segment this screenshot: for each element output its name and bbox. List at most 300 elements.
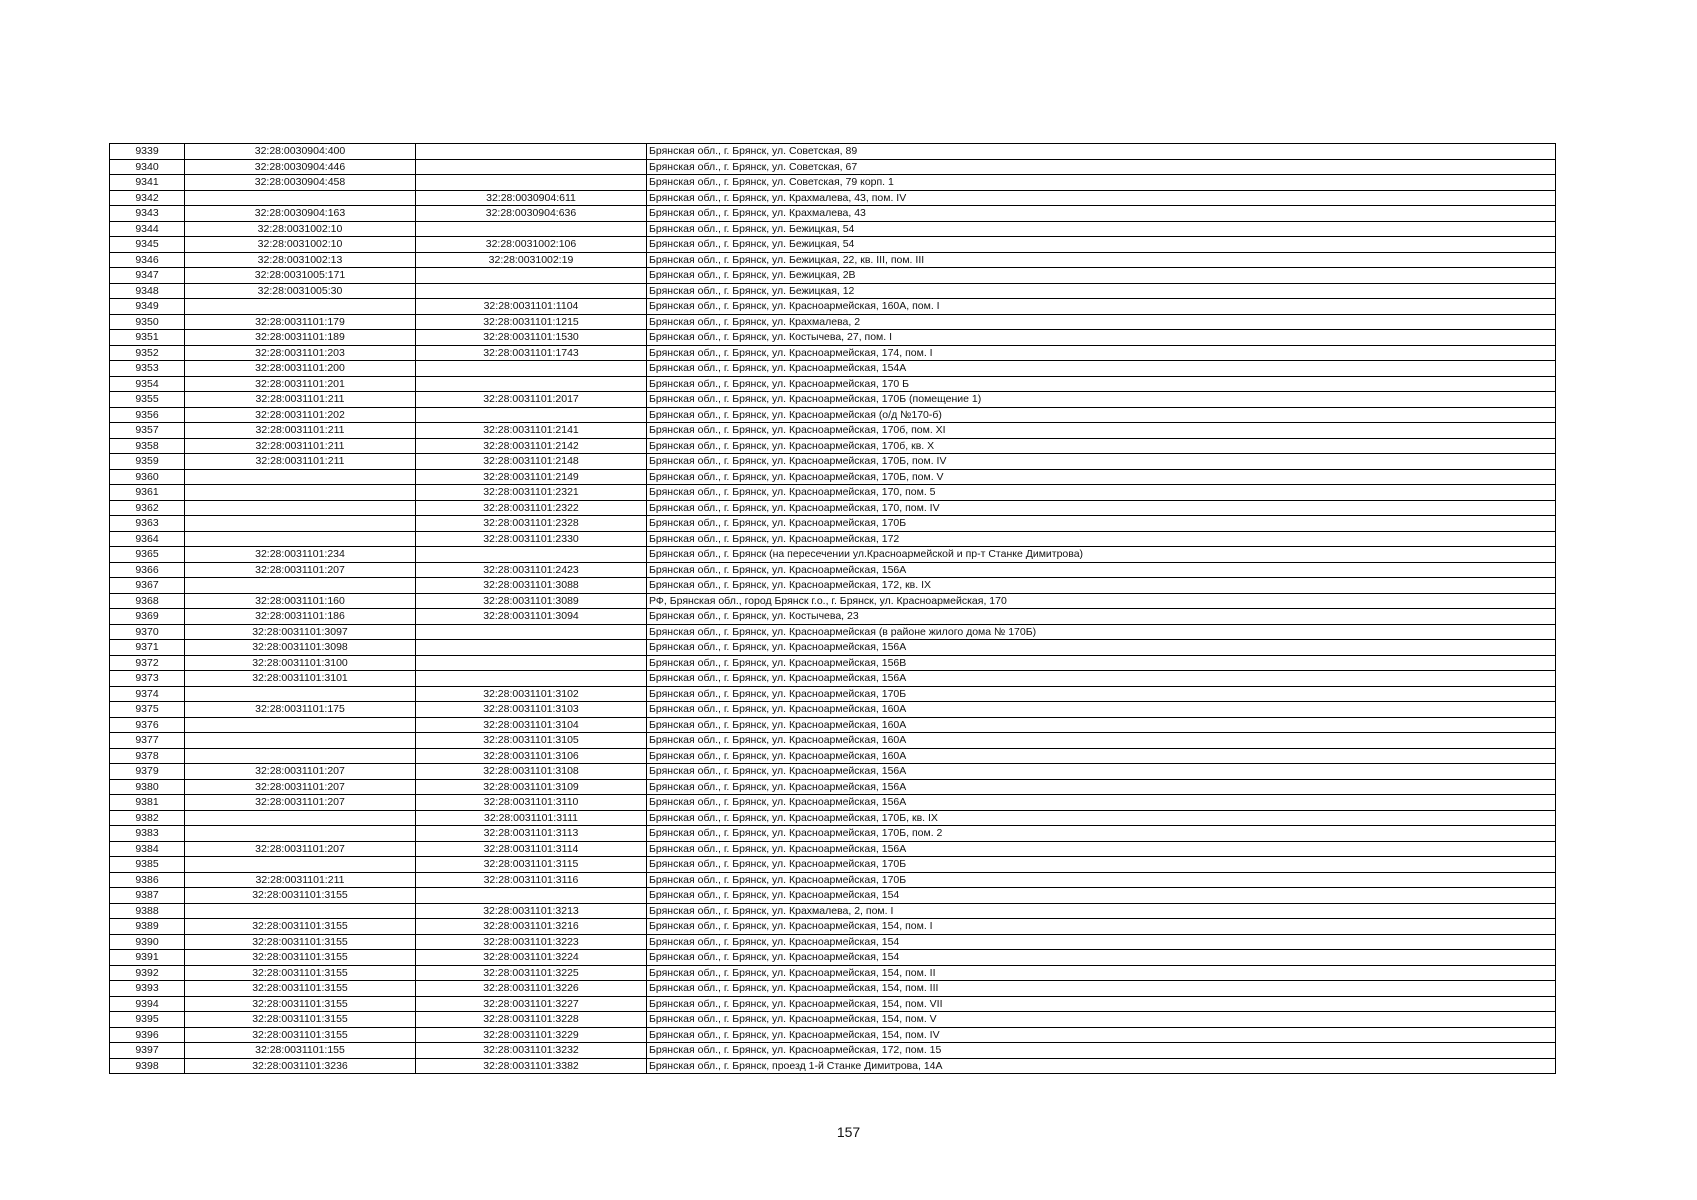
address-cell: Брянская обл., г. Брянск, ул. Красноармейская, 160А xyxy=(647,717,1556,733)
row-number-cell: 9393 xyxy=(110,981,185,997)
row-number-cell: 9387 xyxy=(110,888,185,904)
object-cadastral-number-cell: 32:28:0031101:3116 xyxy=(416,872,647,888)
land-cadastral-number-cell: 32:28:0031101:211 xyxy=(185,423,416,439)
land-cadastral-number-cell: 32:28:0031005:30 xyxy=(185,283,416,299)
row-number-cell: 9364 xyxy=(110,531,185,547)
land-cadastral-number-cell: 32:28:0031101:3100 xyxy=(185,655,416,671)
object-cadastral-number-cell xyxy=(416,655,647,671)
land-cadastral-number-cell: 32:28:0031101:189 xyxy=(185,330,416,346)
object-cadastral-number-cell: 32:28:0031101:3106 xyxy=(416,748,647,764)
row-number-cell: 9346 xyxy=(110,252,185,268)
table-row xyxy=(110,485,1556,501)
address-cell: Брянская обл., г. Брянск, ул. Красноармейская, 170б, пом. XI xyxy=(647,423,1556,439)
address-cell: Брянская обл., г. Брянск, ул. Красноармейская, 156А xyxy=(647,764,1556,780)
table-row xyxy=(110,314,1556,330)
land-cadastral-number-cell xyxy=(185,810,416,826)
address-cell: Брянская обл., г. Брянск, ул. Костычева, 27, пом. I xyxy=(647,330,1556,346)
table-row xyxy=(110,857,1556,873)
land-cadastral-number-cell: 32:28:0031101:207 xyxy=(185,562,416,578)
address-cell: Брянская обл., г. Брянск, ул. Красноармейская, 170Б xyxy=(647,686,1556,702)
land-cadastral-number-cell: 32:28:0031101:3155 xyxy=(185,996,416,1012)
table-row xyxy=(110,407,1556,423)
row-number-cell: 9378 xyxy=(110,748,185,764)
table-row xyxy=(110,423,1556,439)
land-cadastral-number-cell xyxy=(185,733,416,749)
table-row xyxy=(110,206,1556,222)
object-cadastral-number-cell: 32:28:0031101:3114 xyxy=(416,841,647,857)
land-cadastral-number-cell xyxy=(185,857,416,873)
address-cell: Брянская обл., г. Брянск, ул. Бежицкая, 2В xyxy=(647,268,1556,284)
object-cadastral-number-cell: 32:28:0031101:3228 xyxy=(416,1012,647,1028)
object-cadastral-number-cell: 32:28:0031101:2328 xyxy=(416,516,647,532)
land-cadastral-number-cell: 32:28:0031101:3155 xyxy=(185,1012,416,1028)
address-cell: Брянская обл., г. Брянск, ул. Советская, 67 xyxy=(647,159,1556,175)
object-cadastral-number-cell: 32:28:0031101:3226 xyxy=(416,981,647,997)
address-cell: Брянская обл., г. Брянск, ул. Красноармейская, 170Б xyxy=(647,857,1556,873)
row-number-cell: 9361 xyxy=(110,485,185,501)
row-number-cell: 9379 xyxy=(110,764,185,780)
address-cell: Брянская обл., г. Брянск, ул. Красноармейская, 156А xyxy=(647,640,1556,656)
row-number-cell: 9374 xyxy=(110,686,185,702)
row-number-cell: 9383 xyxy=(110,826,185,842)
object-cadastral-number-cell xyxy=(416,407,647,423)
object-cadastral-number-cell: 32:28:0031101:2142 xyxy=(416,438,647,454)
table-row xyxy=(110,686,1556,702)
table-row xyxy=(110,934,1556,950)
object-cadastral-number-cell: 32:28:0031101:3110 xyxy=(416,795,647,811)
table-row xyxy=(110,779,1556,795)
row-number-cell: 9349 xyxy=(110,299,185,315)
object-cadastral-number-cell: 32:28:0031101:2141 xyxy=(416,423,647,439)
object-cadastral-number-cell: 32:28:0031101:3213 xyxy=(416,903,647,919)
row-number-cell: 9344 xyxy=(110,221,185,237)
address-cell: Брянская обл., г. Брянск, ул. Красноармейская, 154, пом. I xyxy=(647,919,1556,935)
address-cell: Брянская обл., г. Брянск, ул. Красноармейская, 170Б, пом. V xyxy=(647,469,1556,485)
row-number-cell: 9392 xyxy=(110,965,185,981)
object-cadastral-number-cell: 32:28:0031101:2330 xyxy=(416,531,647,547)
table-row xyxy=(110,733,1556,749)
land-cadastral-number-cell: 32:28:0031101:3101 xyxy=(185,671,416,687)
object-cadastral-number-cell: 32:28:0031101:2321 xyxy=(416,485,647,501)
land-cadastral-number-cell: 32:28:0031101:207 xyxy=(185,795,416,811)
object-cadastral-number-cell xyxy=(416,159,647,175)
address-cell: Брянская обл., г. Брянск, ул. Бежицкая, 54 xyxy=(647,221,1556,237)
object-cadastral-number-cell: 32:28:0031101:2148 xyxy=(416,454,647,470)
address-cell: Брянская обл., г. Брянск, ул. Красноармейская, 170Б, пом. 2 xyxy=(647,826,1556,842)
land-cadastral-number-cell: 32:28:0031101:207 xyxy=(185,764,416,780)
object-cadastral-number-cell: 32:28:0030904:636 xyxy=(416,206,647,222)
object-cadastral-number-cell: 32:28:0031101:2423 xyxy=(416,562,647,578)
address-cell: Брянская обл., г. Брянск, ул. Красноармейская, 172, кв. IX xyxy=(647,578,1556,594)
object-cadastral-number-cell: 32:28:0031101:2149 xyxy=(416,469,647,485)
land-cadastral-number-cell: 32:28:0031101:3155 xyxy=(185,934,416,950)
address-cell: Брянская обл., г. Брянск, ул. Красноармейская, 170Б xyxy=(647,516,1556,532)
land-cadastral-number-cell xyxy=(185,190,416,206)
object-cadastral-number-cell xyxy=(416,268,647,284)
land-cadastral-number-cell: 32:28:0031101:175 xyxy=(185,702,416,718)
land-cadastral-number-cell xyxy=(185,748,416,764)
land-cadastral-number-cell: 32:28:0031101:186 xyxy=(185,609,416,625)
address-cell: Брянская обл., г. Брянск, ул. Красноармейская, 154, пом. III xyxy=(647,981,1556,997)
table-row xyxy=(110,190,1556,206)
row-number-cell: 9375 xyxy=(110,702,185,718)
table-row xyxy=(110,1058,1556,1074)
object-cadastral-number-cell: 32:28:0031101:1215 xyxy=(416,314,647,330)
register-table xyxy=(109,143,1556,1074)
row-number-cell: 9341 xyxy=(110,175,185,191)
row-number-cell: 9343 xyxy=(110,206,185,222)
land-cadastral-number-cell: 32:28:0031101:3155 xyxy=(185,981,416,997)
land-cadastral-number-cell xyxy=(185,500,416,516)
address-cell: Брянская обл., г. Брянск, ул. Красноармейская, 170, пом. IV xyxy=(647,500,1556,516)
address-cell: Брянская обл., г. Брянск, ул. Красноармейская, 154 xyxy=(647,888,1556,904)
row-number-cell: 9358 xyxy=(110,438,185,454)
table-row xyxy=(110,888,1556,904)
row-number-cell: 9390 xyxy=(110,934,185,950)
table-row xyxy=(110,903,1556,919)
row-number-cell: 9396 xyxy=(110,1027,185,1043)
address-cell: Брянская обл., г. Брянск, ул. Красноармейская, 170Б, пом. IV xyxy=(647,454,1556,470)
object-cadastral-number-cell xyxy=(416,888,647,904)
land-cadastral-number-cell: 32:28:0031101:160 xyxy=(185,593,416,609)
table-row xyxy=(110,764,1556,780)
table-row xyxy=(110,702,1556,718)
land-cadastral-number-cell: 32:28:0031101:207 xyxy=(185,779,416,795)
table-row xyxy=(110,159,1556,175)
address-cell: Брянская обл., г. Брянск, ул. Бежицкая, 22, кв. III, пом. III xyxy=(647,252,1556,268)
row-number-cell: 9397 xyxy=(110,1043,185,1059)
row-number-cell: 9376 xyxy=(110,717,185,733)
row-number-cell: 9339 xyxy=(110,144,185,160)
row-number-cell: 9356 xyxy=(110,407,185,423)
row-number-cell: 9340 xyxy=(110,159,185,175)
land-cadastral-number-cell: 32:28:0031101:202 xyxy=(185,407,416,423)
land-cadastral-number-cell: 32:28:0031101:211 xyxy=(185,392,416,408)
address-cell: Брянская обл., г. Брянск, ул. Красноармейская, 154, пом. II xyxy=(647,965,1556,981)
object-cadastral-number-cell: 32:28:0031101:3111 xyxy=(416,810,647,826)
land-cadastral-number-cell: 32:28:0031101:3236 xyxy=(185,1058,416,1074)
land-cadastral-number-cell: 32:28:0031101:201 xyxy=(185,376,416,392)
object-cadastral-number-cell: 32:28:0031101:3108 xyxy=(416,764,647,780)
table-row xyxy=(110,1043,1556,1059)
land-cadastral-number-cell: 32:28:0031101:3155 xyxy=(185,950,416,966)
object-cadastral-number-cell: 32:28:0031101:3094 xyxy=(416,609,647,625)
address-cell: Брянская обл., г. Брянск, ул. Красноармейская, 170Б (помещение 1) xyxy=(647,392,1556,408)
table-row xyxy=(110,500,1556,516)
row-number-cell: 9351 xyxy=(110,330,185,346)
land-cadastral-number-cell xyxy=(185,485,416,501)
table-row xyxy=(110,175,1556,191)
row-number-cell: 9357 xyxy=(110,423,185,439)
land-cadastral-number-cell: 32:28:0031101:155 xyxy=(185,1043,416,1059)
row-number-cell: 9366 xyxy=(110,562,185,578)
land-cadastral-number-cell: 32:28:0031101:234 xyxy=(185,547,416,563)
row-number-cell: 9365 xyxy=(110,547,185,563)
page-number: 157 xyxy=(836,1124,861,1140)
row-number-cell: 9372 xyxy=(110,655,185,671)
address-cell: Брянская обл., г. Брянск, ул. Красноармейская, 174, пом. I xyxy=(647,345,1556,361)
object-cadastral-number-cell: 32:28:0031101:3223 xyxy=(416,934,647,950)
land-cadastral-number-cell: 32:28:0030904:400 xyxy=(185,144,416,160)
land-cadastral-number-cell: 32:28:0031101:207 xyxy=(185,841,416,857)
address-cell: Брянская обл., г. Брянск, ул. Красноармейская, 156А xyxy=(647,779,1556,795)
row-number-cell: 9381 xyxy=(110,795,185,811)
table-row xyxy=(110,872,1556,888)
table-row xyxy=(110,795,1556,811)
object-cadastral-number-cell: 32:28:0031101:3232 xyxy=(416,1043,647,1059)
table-row xyxy=(110,469,1556,485)
address-cell: Брянская обл., г. Брянск, ул. Крахмалева, 43 xyxy=(647,206,1556,222)
table-row xyxy=(110,345,1556,361)
row-number-cell: 9384 xyxy=(110,841,185,857)
table-row xyxy=(110,748,1556,764)
address-cell: Брянская обл., г. Брянск, ул. Красноармейская (о/д №170-б) xyxy=(647,407,1556,423)
table-row xyxy=(110,392,1556,408)
table-row xyxy=(110,981,1556,997)
object-cadastral-number-cell: 32:28:0031101:3225 xyxy=(416,965,647,981)
object-cadastral-number-cell: 32:28:0031101:2017 xyxy=(416,392,647,408)
object-cadastral-number-cell xyxy=(416,283,647,299)
row-number-cell: 9348 xyxy=(110,283,185,299)
row-number-cell: 9353 xyxy=(110,361,185,377)
land-cadastral-number-cell: 32:28:0031101:3098 xyxy=(185,640,416,656)
row-number-cell: 9342 xyxy=(110,190,185,206)
address-cell: Брянская обл., г. Брянск, ул. Красноармейская, 170Б, кв. IX xyxy=(647,810,1556,826)
row-number-cell: 9369 xyxy=(110,609,185,625)
object-cadastral-number-cell: 32:28:0031101:3224 xyxy=(416,950,647,966)
land-cadastral-number-cell xyxy=(185,531,416,547)
land-cadastral-number-cell xyxy=(185,903,416,919)
row-number-cell: 9345 xyxy=(110,237,185,253)
object-cadastral-number-cell: 32:28:0031101:3382 xyxy=(416,1058,647,1074)
address-cell: Брянская обл., г. Брянск, ул. Бежицкая, 12 xyxy=(647,283,1556,299)
land-cadastral-number-cell: 32:28:0031101:3155 xyxy=(185,919,416,935)
row-number-cell: 9347 xyxy=(110,268,185,284)
register-table-body xyxy=(110,144,1556,1074)
table-row xyxy=(110,361,1556,377)
table-row xyxy=(110,1027,1556,1043)
row-number-cell: 9352 xyxy=(110,345,185,361)
table-row xyxy=(110,283,1556,299)
row-number-cell: 9355 xyxy=(110,392,185,408)
address-cell: Брянская обл., г. Брянск, ул. Красноармейская, 156В xyxy=(647,655,1556,671)
land-cadastral-number-cell: 32:28:0031101:3155 xyxy=(185,888,416,904)
address-cell: Брянская обл., г. Брянск, ул. Красноармейская, 160А, пом. I xyxy=(647,299,1556,315)
address-cell: Брянская обл., г. Брянск, ул. Советская, 79 корп. 1 xyxy=(647,175,1556,191)
row-number-cell: 9382 xyxy=(110,810,185,826)
table-row xyxy=(110,1012,1556,1028)
table-row xyxy=(110,609,1556,625)
address-cell: Брянская обл., г. Брянск (на пересечении ул.Красноармейской и пр-т Станке Димитрова) xyxy=(647,547,1556,563)
table-row xyxy=(110,516,1556,532)
land-cadastral-number-cell xyxy=(185,686,416,702)
table-row xyxy=(110,640,1556,656)
address-cell: Брянская обл., г. Брянск, ул. Красноармейская, 170Б xyxy=(647,872,1556,888)
address-cell: Брянская обл., г. Брянск, ул. Бежицкая, 54 xyxy=(647,237,1556,253)
land-cadastral-number-cell xyxy=(185,516,416,532)
row-number-cell: 9371 xyxy=(110,640,185,656)
object-cadastral-number-cell xyxy=(416,361,647,377)
object-cadastral-number-cell: 32:28:0031101:3102 xyxy=(416,686,647,702)
row-number-cell: 9354 xyxy=(110,376,185,392)
row-number-cell: 9362 xyxy=(110,500,185,516)
address-cell: Брянская обл., г. Брянск, ул. Красноармейская, 156А xyxy=(647,795,1556,811)
table-row xyxy=(110,562,1556,578)
object-cadastral-number-cell: 32:28:0031101:1530 xyxy=(416,330,647,346)
object-cadastral-number-cell: 32:28:0031101:3103 xyxy=(416,702,647,718)
table-row xyxy=(110,578,1556,594)
land-cadastral-number-cell: 32:28:0031101:211 xyxy=(185,872,416,888)
object-cadastral-number-cell: 32:28:0031101:3089 xyxy=(416,593,647,609)
address-cell: Брянская обл., г. Брянск, ул. Советская, 89 xyxy=(647,144,1556,160)
table-row xyxy=(110,717,1556,733)
table-row xyxy=(110,841,1556,857)
table-row xyxy=(110,655,1556,671)
row-number-cell: 9388 xyxy=(110,903,185,919)
row-number-cell: 9389 xyxy=(110,919,185,935)
row-number-cell: 9359 xyxy=(110,454,185,470)
table-row xyxy=(110,438,1556,454)
table-row xyxy=(110,810,1556,826)
object-cadastral-number-cell: 32:28:0030904:611 xyxy=(416,190,647,206)
address-cell: Брянская обл., г. Брянск, ул. Красноармейская, 156А xyxy=(647,671,1556,687)
address-cell: Брянская обл., г. Брянск, ул. Красноармейская, 170 Б xyxy=(647,376,1556,392)
land-cadastral-number-cell: 32:28:0031005:171 xyxy=(185,268,416,284)
land-cadastral-number-cell: 32:28:0031101:3155 xyxy=(185,965,416,981)
address-cell: Брянская обл., г. Брянск, ул. Красноармейская, 160А xyxy=(647,748,1556,764)
land-cadastral-number-cell: 32:28:0030904:446 xyxy=(185,159,416,175)
address-cell: РФ, Брянская обл., город Брянск г.о., г. Брянск, ул. Красноармейская, 170 xyxy=(647,593,1556,609)
address-cell: Брянская обл., г. Брянск, ул. Красноармейская, 154 xyxy=(647,950,1556,966)
land-cadastral-number-cell: 32:28:0030904:163 xyxy=(185,206,416,222)
table-row xyxy=(110,454,1556,470)
table-row xyxy=(110,950,1556,966)
table-row xyxy=(110,531,1556,547)
object-cadastral-number-cell: 32:28:0031002:19 xyxy=(416,252,647,268)
row-number-cell: 9394 xyxy=(110,996,185,1012)
row-number-cell: 9391 xyxy=(110,950,185,966)
table-row xyxy=(110,330,1556,346)
table-row xyxy=(110,965,1556,981)
table-row xyxy=(110,252,1556,268)
land-cadastral-number-cell: 32:28:0031101:211 xyxy=(185,454,416,470)
row-number-cell: 9386 xyxy=(110,872,185,888)
address-cell: Брянская обл., г. Брянск, ул. Крахмалева, 2, пом. I xyxy=(647,903,1556,919)
row-number-cell: 9395 xyxy=(110,1012,185,1028)
object-cadastral-number-cell: 32:28:0031101:3105 xyxy=(416,733,647,749)
object-cadastral-number-cell xyxy=(416,547,647,563)
row-number-cell: 9360 xyxy=(110,469,185,485)
table-row xyxy=(110,268,1556,284)
address-cell: Брянская обл., г. Брянск, ул. Красноармейская, 170б, кв. X xyxy=(647,438,1556,454)
object-cadastral-number-cell: 32:28:0031101:3229 xyxy=(416,1027,647,1043)
row-number-cell: 9385 xyxy=(110,857,185,873)
row-number-cell: 9377 xyxy=(110,733,185,749)
table-row xyxy=(110,593,1556,609)
table-row xyxy=(110,221,1556,237)
land-cadastral-number-cell xyxy=(185,826,416,842)
row-number-cell: 9370 xyxy=(110,624,185,640)
object-cadastral-number-cell: 32:28:0031101:3115 xyxy=(416,857,647,873)
address-cell: Брянская обл., г. Брянск, ул. Красноармейская, 156А xyxy=(647,841,1556,857)
row-number-cell: 9350 xyxy=(110,314,185,330)
row-number-cell: 9380 xyxy=(110,779,185,795)
land-cadastral-number-cell: 32:28:0031101:3155 xyxy=(185,1027,416,1043)
land-cadastral-number-cell: 32:28:0031101:200 xyxy=(185,361,416,377)
object-cadastral-number-cell: 32:28:0031002:106 xyxy=(416,237,647,253)
object-cadastral-number-cell: 32:28:0031101:3216 xyxy=(416,919,647,935)
table-row xyxy=(110,547,1556,563)
land-cadastral-number-cell: 32:28:0031002:10 xyxy=(185,237,416,253)
address-cell: Брянская обл., г. Брянск, ул. Крахмалева, 2 xyxy=(647,314,1556,330)
object-cadastral-number-cell: 32:28:0031101:3227 xyxy=(416,996,647,1012)
object-cadastral-number-cell xyxy=(416,671,647,687)
land-cadastral-number-cell xyxy=(185,299,416,315)
table-row xyxy=(110,376,1556,392)
object-cadastral-number-cell xyxy=(416,640,647,656)
land-cadastral-number-cell: 32:28:0031002:10 xyxy=(185,221,416,237)
object-cadastral-number-cell: 32:28:0031101:2322 xyxy=(416,500,647,516)
land-cadastral-number-cell: 32:28:0031002:13 xyxy=(185,252,416,268)
table-row xyxy=(110,826,1556,842)
address-cell: Брянская обл., г. Брянск, ул. Красноармейская, 160А xyxy=(647,733,1556,749)
land-cadastral-number-cell xyxy=(185,578,416,594)
address-cell: Брянская обл., г. Брянск, ул. Красноармейская, 154, пом. VII xyxy=(647,996,1556,1012)
object-cadastral-number-cell xyxy=(416,221,647,237)
object-cadastral-number-cell xyxy=(416,376,647,392)
object-cadastral-number-cell: 32:28:0031101:3109 xyxy=(416,779,647,795)
table-row xyxy=(110,144,1556,160)
object-cadastral-number-cell: 32:28:0031101:3088 xyxy=(416,578,647,594)
table-row xyxy=(110,996,1556,1012)
address-cell: Брянская обл., г. Брянск, ул. Красноармейская, 154А xyxy=(647,361,1556,377)
land-cadastral-number-cell: 32:28:0030904:458 xyxy=(185,175,416,191)
address-cell: Брянская обл., г. Брянск, проезд 1-й Станке Димитрова, 14А xyxy=(647,1058,1556,1074)
row-number-cell: 9367 xyxy=(110,578,185,594)
object-cadastral-number-cell: 32:28:0031101:1743 xyxy=(416,345,647,361)
table-row xyxy=(110,624,1556,640)
land-cadastral-number-cell: 32:28:0031101:203 xyxy=(185,345,416,361)
object-cadastral-number-cell xyxy=(416,144,647,160)
table-row xyxy=(110,671,1556,687)
address-cell: Брянская обл., г. Брянск, ул. Красноармейская, 154, пом. V xyxy=(647,1012,1556,1028)
table-row xyxy=(110,237,1556,253)
row-number-cell: 9363 xyxy=(110,516,185,532)
land-cadastral-number-cell xyxy=(185,469,416,485)
land-cadastral-number-cell xyxy=(185,717,416,733)
row-number-cell: 9373 xyxy=(110,671,185,687)
object-cadastral-number-cell: 32:28:0031101:3104 xyxy=(416,717,647,733)
object-cadastral-number-cell: 32:28:0031101:1104 xyxy=(416,299,647,315)
address-cell: Брянская обл., г. Брянск, ул. Красноармейская, 170, пом. 5 xyxy=(647,485,1556,501)
land-cadastral-number-cell: 32:28:0031101:3097 xyxy=(185,624,416,640)
table-row xyxy=(110,299,1556,315)
object-cadastral-number-cell: 32:28:0031101:3113 xyxy=(416,826,647,842)
address-cell: Брянская обл., г. Брянск, ул. Красноармейская, 172, пом. 15 xyxy=(647,1043,1556,1059)
object-cadastral-number-cell xyxy=(416,624,647,640)
address-cell: Брянская обл., г. Брянск, ул. Красноармейская, 154, пом. IV xyxy=(647,1027,1556,1043)
address-cell: Брянская обл., г. Брянск, ул. Красноармейская, 156А xyxy=(647,562,1556,578)
address-cell: Брянская обл., г. Брянск, ул. Красноармейская, 160А xyxy=(647,702,1556,718)
address-cell: Брянская обл., г. Брянск, ул. Красноармейская (в районе жилого дома № 170Б) xyxy=(647,624,1556,640)
address-cell: Брянская обл., г. Брянск, ул. Крахмалева, 43, пом. IV xyxy=(647,190,1556,206)
row-number-cell: 9398 xyxy=(110,1058,185,1074)
land-cadastral-number-cell: 32:28:0031101:211 xyxy=(185,438,416,454)
table-row xyxy=(110,919,1556,935)
address-cell: Брянская обл., г. Брянск, ул. Красноармейская, 154 xyxy=(647,934,1556,950)
address-cell: Брянская обл., г. Брянск, ул. Костычева, 23 xyxy=(647,609,1556,625)
land-cadastral-number-cell: 32:28:0031101:179 xyxy=(185,314,416,330)
